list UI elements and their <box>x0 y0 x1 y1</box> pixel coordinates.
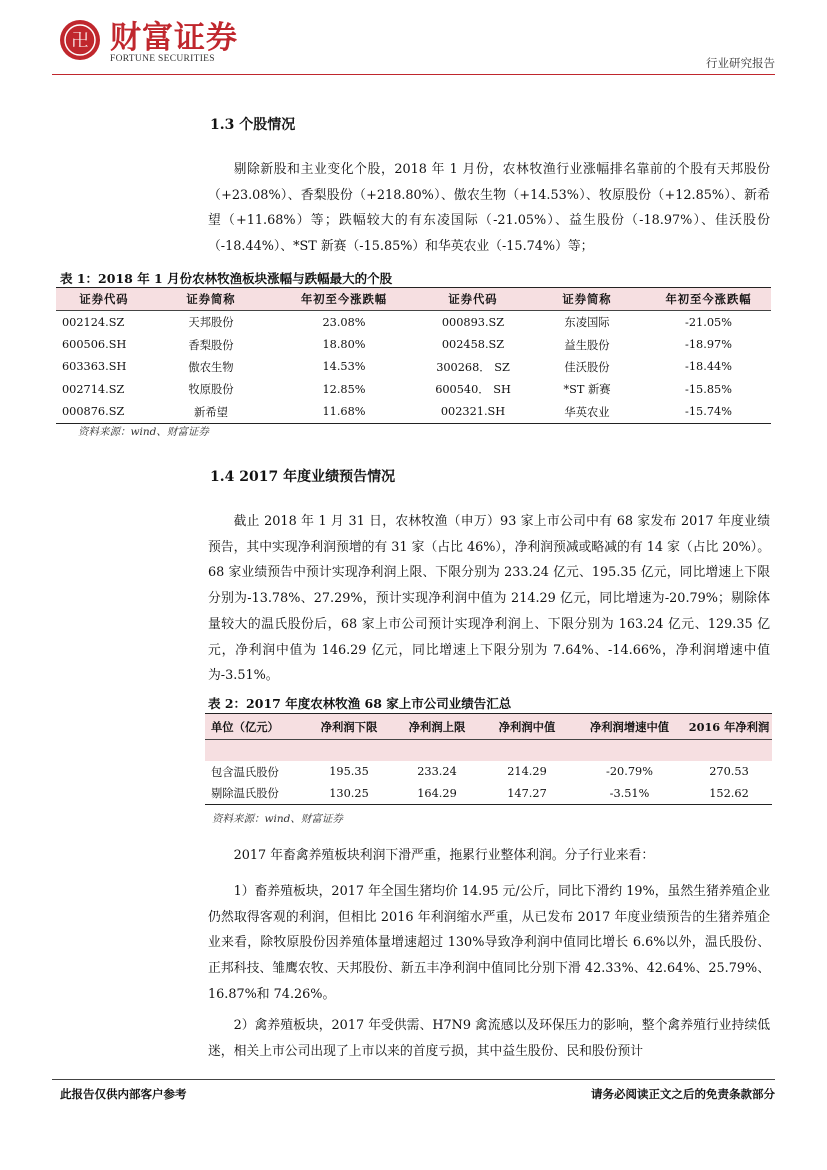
column-header: 单位（亿元） <box>205 714 305 740</box>
cell: 002458.SZ <box>441 338 505 352</box>
cell: -15.74% <box>685 405 732 419</box>
brand-name-cn: 财富证券 <box>110 20 238 56</box>
body-paragraph-3 <box>208 1013 770 1064</box>
column-header: 净利润上限 <box>393 714 481 740</box>
column-header: 证券简称 <box>152 288 270 311</box>
cell: 佳沃股份 <box>564 360 610 374</box>
column-header: 证券简称 <box>528 288 646 311</box>
cell: 益生股份 <box>564 338 610 352</box>
cell: 600506.SH <box>62 338 127 352</box>
table-2 <box>205 713 772 805</box>
cell: -18.44% <box>685 360 732 374</box>
cell: 天邦股份 <box>188 316 234 330</box>
section-1-4-paragraph <box>208 509 770 689</box>
cell: 000876.SZ <box>62 405 125 419</box>
column-header: 净利润下限 <box>305 714 393 740</box>
cell: 600540． SH <box>435 383 511 397</box>
cell: 233.24 <box>417 765 457 779</box>
cell: 14.53% <box>322 360 366 374</box>
cell: 华英农业 <box>564 405 610 419</box>
paragraph-text: 2）禽养殖板块，2017 年受供需、H7N9 禽流感以及环保压力的影响，整个禽养殖行业持续低迷，相关上市公司出现了上市以来的首度亏损，其中益生股份、民和股份预计 <box>208 1018 770 1059</box>
table-spacer-row <box>205 740 772 762</box>
cell: -18.97% <box>685 338 732 352</box>
column-header: 年初至今涨跌幅 <box>646 288 771 311</box>
table-row <box>56 333 771 355</box>
paragraph-text: 2017 年畜禽养殖板块利润下滑严重，拖累行业整体利润。分子行业来看： <box>233 848 655 863</box>
cell: 603363.SH <box>62 360 127 374</box>
cell: 002714.SZ <box>62 382 125 396</box>
table-row <box>205 761 772 783</box>
column-header: 年初至今涨跌幅 <box>270 288 418 311</box>
table-row <box>56 401 771 424</box>
cell: 195.35 <box>329 765 369 779</box>
report-type: 行业研究报告 <box>706 56 775 70</box>
cell: -21.05% <box>685 315 732 329</box>
cell: 000893.SZ <box>441 315 505 329</box>
cell: 东凌国际 <box>564 316 610 330</box>
cell: 130.25 <box>329 786 369 800</box>
cell: 香梨股份 <box>188 338 234 352</box>
table-header-row <box>56 288 771 311</box>
cell: -20.79% <box>606 765 653 779</box>
column-header: 证券代码 <box>418 288 528 311</box>
cell: 164.29 <box>417 786 457 800</box>
table-row <box>56 311 771 334</box>
cell: 12.85% <box>322 382 366 396</box>
cell: 152.62 <box>709 786 749 800</box>
table-row <box>205 783 772 805</box>
table-1-source: 资料来源：wind、财富证券 <box>78 426 209 438</box>
logo-icon <box>60 20 100 60</box>
cell: 270.53 <box>709 765 749 779</box>
cell: 傲农生物 <box>188 360 234 374</box>
column-header: 净利润中值 <box>481 714 573 740</box>
header-divider <box>52 74 775 75</box>
svg-text:卍: 卍 <box>71 31 89 51</box>
cell: 11.68% <box>322 405 366 419</box>
section-1-3-paragraph <box>208 157 770 260</box>
cell: 包含温氏股份 <box>211 765 279 779</box>
section-1-3-title: 1.3 个股情况 <box>210 117 296 133</box>
cell: 新希望 <box>194 405 228 419</box>
cell: *ST 新赛 <box>563 383 611 397</box>
cell: 300268． SZ <box>436 360 510 374</box>
paragraph-text: 截止 2018 年 1 月 31 日，农林牧渔（申万）93 家上市公司中有 68 家发布 2017 年度业绩预告，其中实现净利润预增的有 31 家（占比 46%），净利润预减或略减的有 14 家（占比 20%）。68 家业绩预告中预计实现净利润上限、下限分别为 233.24 亿元、195.35 亿元，同比增速上下限分别为-13.78%、27.29%，预计实现净利润中值为 214.29 亿元，同比增速为-20.79%；剔除体量较大的温氏股份后，68 家上市公司预计实现净利润上、下限分别为 163.24 亿元、129.35 亿元，净利润中值为 146.29 亿元，同比增速上下限分别为 7.64%、-14.66%，净利润增速中值为-3.51%。 <box>208 514 770 684</box>
brand-name-en: FORTUNE SECURITIES <box>110 54 215 64</box>
section-1-4-title: 1.4 2017 年度业绩预告情况 <box>210 469 396 485</box>
body-paragraph-2 <box>208 879 770 1008</box>
table-row <box>56 378 771 400</box>
column-header: 证券代码 <box>56 288 152 311</box>
table-2-source: 资料来源：wind、财富证券 <box>212 813 343 825</box>
footer-disclaimer-right: 请务必阅读正文之后的免责条款部分 <box>591 1087 775 1101</box>
table-1 <box>56 287 771 424</box>
table-2-caption: 表 2：2017 年度农林牧渔 68 家上市公司业绩告汇总 <box>208 696 512 711</box>
cell: 牧原股份 <box>188 383 234 397</box>
cell: 23.08% <box>322 315 366 329</box>
footer-disclaimer-left: 此报告仅供内部客户参考 <box>60 1087 187 1101</box>
paragraph-text: 1）畜养殖板块，2017 年全国生猪均价 14.95 元/公斤，同比下滑约 19%，虽然生猪养殖企业仍然取得客观的利润，但相比 2016 年利润缩水严重，从已发布 2017 年度业绩预告的生猪养殖企业来看，除牧原股份因养殖体量增速超过 130%导致净利润中值同比增长 6.6%以外，温氏股份、正邦科技、雏鹰农牧、天邦股份、新五丰净利润中值同比分别下滑 42.33%、42.64%、25.79%、16.87%和 74.26%。 <box>208 884 770 1002</box>
cell: 18.80% <box>322 338 366 352</box>
cell: -15.85% <box>685 382 732 396</box>
cell: 214.29 <box>507 765 547 779</box>
cell: -3.51% <box>609 786 650 800</box>
table-row <box>56 356 771 378</box>
table-header-row <box>205 714 772 740</box>
cell: 002124.SZ <box>62 315 125 329</box>
cell: 002321.SH <box>440 405 506 419</box>
paragraph-text: 剔除新股和主业变化个股，2018 年 1 月份，农林牧渔行业涨幅排名靠前的个股有天邦股份（+23.08%）、香梨股份（+218.80%）、傲农生物（+14.53%）、牧原股份（+12.85%）、新希望（+11.68%）等；跌幅较大的有东凌国际（-21.05%）、益生股份（-18.97%）、佳沃股份（-18.44%）、*ST 新赛（-15.85%）和华英农业（-15.74%）等； <box>208 162 770 255</box>
cell: 147.27 <box>507 786 547 800</box>
column-header: 净利润增速中值 <box>573 714 686 740</box>
footer-divider <box>52 1079 775 1080</box>
column-header: 2016 年净利润 <box>686 714 772 740</box>
body-paragraph-1 <box>208 843 770 869</box>
cell: 剔除温氏股份 <box>211 787 279 801</box>
table-1-caption: 表 1：2018 年 1 月份农林牧渔板块涨幅与跌幅最大的个股 <box>60 271 393 286</box>
